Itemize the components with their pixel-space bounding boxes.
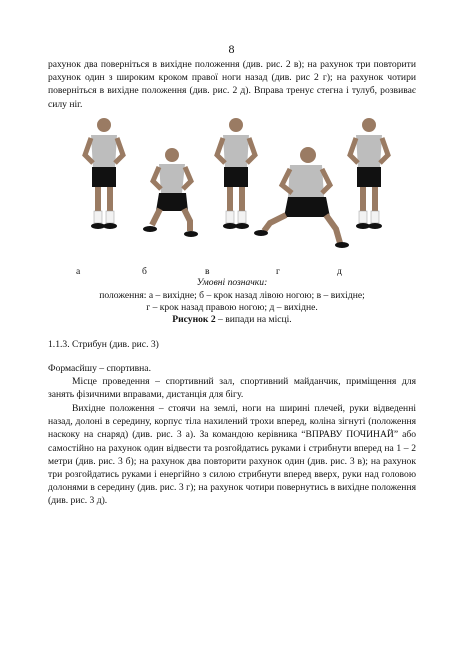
top-paragraph: рахунок два поверніться в вихідне положення (див. рис. 2 в); на рахунок три повторити рахунок один з широким кроком правої ноги назад (див. рис 2 г); на рахунок чотири поверніться в вихідне положення (див. рис. 2 д). Вправа тренує стегна і тулуб, розвиває силу ніг. (48, 59, 416, 110)
pose-c-standing (217, 118, 255, 229)
page-number: 8 (228, 42, 235, 56)
lunge-exercise-figure (60, 113, 410, 263)
panel-label-d: г (276, 266, 280, 277)
start-position-paragraph: Вихідне положення – стоячи на землі, ноги на ширині плечей, руки відведенні назад, долоні в середину, корпус тіла нахилений трохи вперед, коліна зігнуті (положення наскоку на снаряд) (див. рис. 3 а). За командою керівника “ВПРАВУ ПОЧИНАЙ” або самостійно на рахунок один відвести та розгойдатись руками і стрибнути вперед на 1 – 2 метри (див. рис. 3 б); на рахунок два повторити рахунок один (див. рис. 3 в); на рахунок три розгойдатись руками і енергійно з силою стрибнути вперед вверх, руки над головою долонями в середину (див. рис. 3 г); на рахунок чотири повернутись в вихідне положення (див. рис. 3 д). (48, 403, 416, 507)
figure-caption (48, 314, 416, 327)
panel-label-b: б (142, 266, 147, 277)
legend-heading: Умовні позначки: (196, 277, 268, 288)
formation-line: Формасйшу – спортивна. (48, 363, 151, 374)
legend-line-2: г – крок назад правою ногою; д – вихідне. (146, 302, 318, 313)
place-paragraph: Місце проведення – спортивний зал, спортивний майданчик, приміщення для занять фізичними вправами, дистанція для бігу. (48, 376, 416, 401)
panel-label-e: д (337, 266, 342, 277)
pose-a-standing (85, 118, 123, 229)
legend-line-1: положення: а – вихідне; б – крок назад лівою ногою; в – вихідне; (99, 290, 365, 301)
pose-b-step-back-left (143, 148, 198, 237)
panel-label-a: а (76, 266, 81, 277)
panel-label-c: в (205, 266, 210, 277)
pose-e-standing (350, 118, 388, 229)
section-heading: 1.1.3. Стрибун (див. рис. 3) (48, 339, 159, 350)
pose-d-step-back-right (254, 147, 349, 248)
caption-label: Рисунок 2 (172, 314, 216, 325)
caption-text: – випади на місці. (215, 314, 292, 325)
